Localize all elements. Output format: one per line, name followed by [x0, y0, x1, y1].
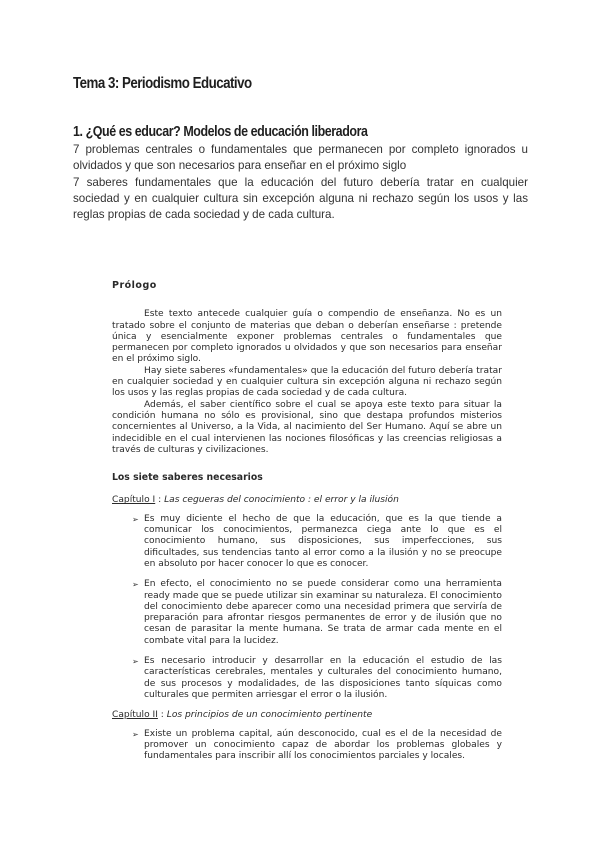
section-heading: 1. ¿Qué es educar? Modelos de educación liberadora — [73, 124, 368, 140]
prologo-paragraph: Este texto antecede cualquier guía o compendio de enseñanza. No es un tratado sobre el conjunto de materias que deban o deberían enseñarse : pretende única y esencialmente exponer problemas centrales o fundamentales que permanecen por completo ignorados u olvidados y que son necesarios para enseñar en el próximo siglo. — [112, 309, 502, 365]
chapter-title: Los principios de un conocimiento pertinente — [166, 710, 373, 721]
chapter-separator: : — [155, 495, 165, 506]
prologo-title: Prólogo — [112, 280, 157, 291]
page-title: Tema 3: Periodismo Educativo — [73, 75, 252, 92]
chapter-separator: : — [157, 710, 167, 721]
prologo-paragraph: Hay siete saberes «fundamentales» que la educación del futuro debería tratar en cualquier sociedad y en cualquier cultura sin excepción alguna ni rechazo según los usos y las reglas propias de cada sociedad y de cada cultura. — [112, 365, 502, 399]
chapter-heading — [112, 710, 502, 721]
bullet-text: Es necesario introducir y desarrollar en la educación el estudio de las características cerebrales, mentales y culturales del conocimiento humano, de sus procesos y modalidades, de las disposiciones tanto síquicas como culturales que permiten arriesgar el error o la ilusión. — [144, 656, 502, 700]
arrow-bullet-icon: ➢ — [132, 514, 139, 524]
arrow-bullet-icon: ➢ — [132, 657, 139, 667]
bullet-text: Existe un problema capital, aún desconocido, cual es el de la necesidad de promover un conocimiento capaz de abordar los problemas globales y fundamentales para inscribir allí los conocimientos parciales y locales. — [144, 728, 502, 762]
bullet-text: En efecto, el conocimiento no se puede considerar como una herramienta ready made que se puede utilizar sin examinar su naturaleza. El conocimiento del conocimiento debe aparecer como una necesidad primera que serviría de preparación para afrontar riesgos permanentes de error y de ilusión que no cesan de parasitar la mente humana. Se trata de armar cada mente en el combate vital para la lucidez. — [144, 579, 502, 646]
chapter-label: Capítulo II — [112, 710, 158, 721]
arrow-bullet-icon: ➢ — [132, 580, 139, 590]
bullet-text: Es muy diciente el hecho de que la educación, que es la que tiende a comunicar los conocimientos, permanezca ciega ante lo que es el conocimiento humano, sus disposiciones, sus imperfecciones, sus dificultades, sus tendencias tanto al error como a la ilusión y no se preocupe en absoluto por hacer conocer lo que es conocer. — [144, 513, 502, 569]
list-item — [112, 579, 502, 647]
chapter-bullets — [112, 729, 502, 763]
intro-paragraph: 7 problemas centrales o fundamentales que permanecen por completo ignorados u olvidados y que son necesarios para enseñar en el próximo siglo — [73, 143, 528, 173]
intro-text — [73, 142, 528, 223]
saberes-title: Los siete saberes necesarios — [112, 472, 263, 484]
prologo-paragraph: Además, el saber científico sobre el cual se apoya este texto para situar la condición humana no sólo es provisional, sino que destapa profundos misterios concernientes al Universo, a la Vida, al nacimiento del Ser Humano. Aquí se abre un indecidible en el cual intervienen las nociones filosóficas y las creencias religiosas a través de culturas y civilizaciones. — [112, 399, 502, 455]
arrow-bullet-icon: ➢ — [132, 729, 139, 739]
chapter-label: Capítulo I — [112, 495, 156, 506]
list-item — [112, 729, 502, 763]
intro-paragraph: 7 saberes fundamentales que la educación del futuro debería tratar en cualquier sociedad y en cualquier cultura sin excepción alguna ni rechazo según los usos y las reglas propias de cada sociedad y de cada cultura. — [73, 175, 528, 222]
chapter-title: Las cegueras del conocimiento : el error y la ilusión — [164, 495, 399, 506]
list-item — [112, 514, 502, 570]
chapter-heading — [112, 495, 502, 506]
list-item — [112, 656, 502, 701]
chapter-bullets — [112, 514, 502, 701]
scanned-excerpt — [112, 280, 502, 771]
